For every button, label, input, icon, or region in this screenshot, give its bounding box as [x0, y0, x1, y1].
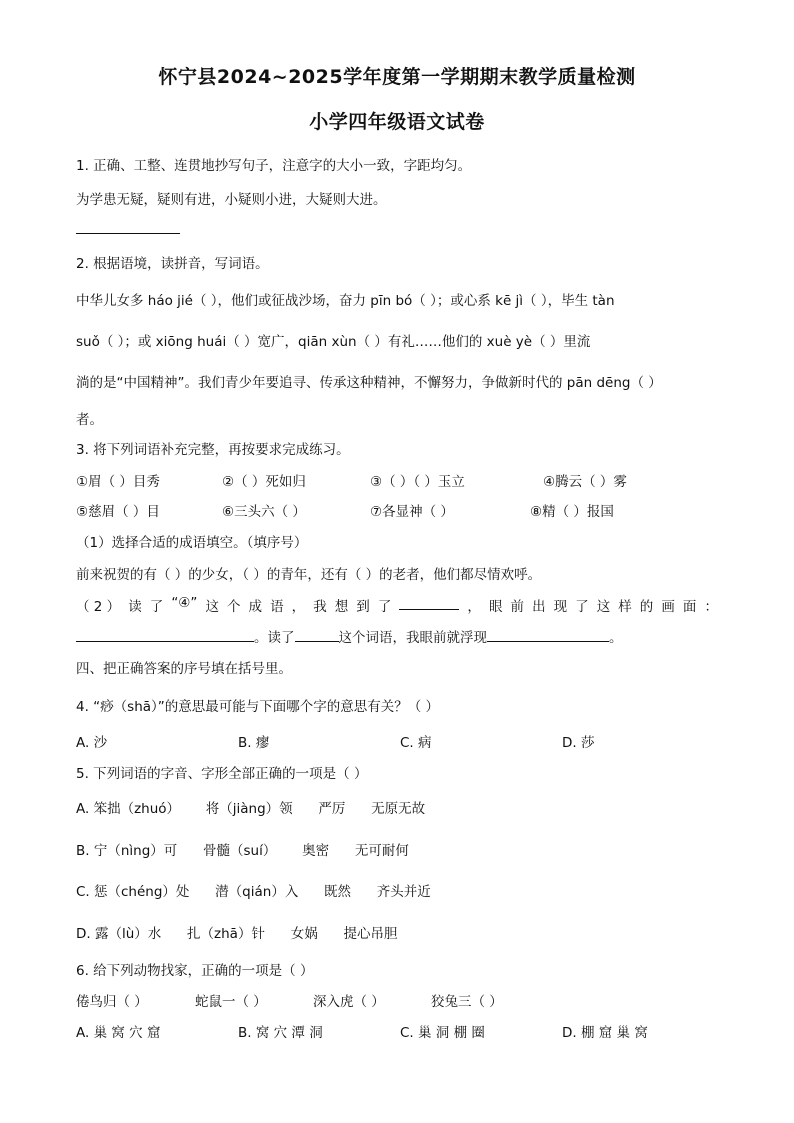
q1-prompt: 1. 正确、工整、连贯地抄写句子，注意字的大小一致，字距均匀。 — [76, 158, 472, 174]
q6-item-1: 倦鸟归（ ） — [76, 994, 148, 1010]
q3-sub2-text: ， — [467, 599, 481, 615]
q3-idiom-7: ⑦各显神（ ） — [370, 504, 454, 520]
q3-sub2-text: 了 — [377, 599, 392, 615]
q3-idiom-2: ②（ ）死如归 — [222, 474, 306, 490]
q3-sub2-text: 。 — [609, 630, 623, 646]
q3-sub2-text: 这 — [205, 599, 219, 615]
q6-option-c[interactable]: C. 巢 洞 棚 圈 — [400, 1025, 485, 1041]
q3-sub2-text: 读 — [128, 599, 142, 615]
q3-idiom-5: ⑤慈眉（ ）目 — [76, 504, 160, 520]
q3-sub2-text: 语 — [270, 599, 284, 615]
q3-sub2-text: 面 — [682, 599, 697, 615]
q2-line-3: 淌的是“中国精神”。我们青少年要追寻、传承这种精神，不懈努力，争做新时代的 pān dēng（ ） — [76, 375, 662, 391]
q3-idiom-4: ④腾云（ ）雾 — [543, 474, 627, 490]
section-4-heading: 四、把正确答案的序号填在括号里。 — [76, 661, 292, 677]
q5-option-c[interactable]: C. 惩（chéng）处 潜（qián）入 既然 齐头并近 — [76, 884, 431, 900]
q3-sub1-prompt: （1）选择合适的成语填空。（填序号） — [76, 535, 308, 551]
q3-sub2-text: 的 — [639, 599, 654, 615]
q3-sub2-blank-4[interactable] — [487, 627, 609, 642]
q2-line-4: 者。 — [76, 412, 103, 428]
q3-idiom-8: ⑧精（ ）报国 — [530, 504, 614, 520]
q4-option-a[interactable]: A. 沙 — [76, 735, 108, 751]
q3-sub2-text: 现 — [553, 599, 568, 615]
q3-sub2-line-1 — [76, 595, 718, 615]
q3-sub2-text: ， — [291, 599, 306, 615]
q5-prompt: 5. 下列词语的字音、字形全部正确的一项是（ ） — [76, 766, 368, 782]
q3-idiom-1: ①眉（ ）目秀 — [76, 474, 160, 490]
q3-sub2-text: 想 — [334, 599, 349, 615]
q3-sub2-blank-1[interactable] — [399, 595, 459, 610]
q2-line-2: suǒ（ ）；或 xiōng huái（ ）宽广，qiān xùn（ ）有礼……他们的 xuè yè（ ）里流 — [76, 334, 591, 350]
exam-subtitle: 小学四年级语文试卷 — [309, 111, 485, 133]
q3-sub2-text: 。读了 — [254, 630, 295, 646]
q3-prompt: 3. 将下列词语补充完整，再按要求完成练习。 — [76, 442, 350, 458]
q4-option-d[interactable]: D. 莎 — [562, 735, 595, 751]
q3-sub2-text: 样 — [618, 599, 632, 615]
q3-sub2-blank-2[interactable] — [76, 627, 254, 642]
q6-item-2: 蛇鼠一（ ） — [195, 994, 267, 1010]
q5-option-a[interactable]: A. 笨拙（zhuó） 将（jiàng）领 严厉 无原无故 — [76, 801, 426, 817]
q6-option-d[interactable]: D. 棚 窟 巢 窝 — [562, 1025, 648, 1041]
q3-sub2-text: 这个词语，我眼前就浮现 — [338, 630, 487, 646]
q3-sub2-text: 我 — [313, 599, 327, 615]
q3-idiom-6: ⑥三头六（ ） — [222, 504, 306, 520]
q2-line-1: 中华儿女多 háo jié（ ），他们或征战沙场，奋力 pīn bó（ ）；或心系 kē jì（ ），毕生 tàn — [76, 293, 615, 309]
q3-sub2-text: “④” — [171, 595, 198, 611]
q3-sub2-text: 到 — [356, 599, 370, 615]
q3-sub2-text: 了 — [149, 599, 164, 615]
q4-option-c[interactable]: C. 病 — [400, 735, 432, 751]
q2-prompt: 2. 根据语境，读拼音，写词语。 — [76, 256, 269, 272]
q5-option-d[interactable]: D. 露（lù）水 扎（zhā）针 女娲 提心吊胆 — [76, 926, 398, 942]
q3-idiom-3: ③（ ）（ ）玉立 — [370, 474, 465, 490]
q3-sub2-text: 了 — [575, 599, 589, 615]
q3-sub2-text: 出 — [532, 599, 546, 615]
q3-sub2-text: 成 — [248, 599, 263, 615]
q3-sub2-text: 画 — [661, 599, 675, 615]
q4-option-b[interactable]: B. 瘳 — [238, 735, 270, 751]
q3-sub2-text: 前 — [510, 599, 525, 615]
q1-sentence: 为学患无疑，疑则有进，小疑则小进，大疑则大进。 — [76, 192, 387, 208]
q3-sub2-text: 眼 — [488, 599, 503, 615]
q1-answer-line[interactable] — [76, 233, 180, 234]
q3-sub2-blank-3[interactable] — [295, 627, 339, 642]
q3-sub1-text: 前来祝贺的有（ ）的少女，（ ）的青年，还有（ ）的老者，他们都尽情欢呼。 — [76, 567, 542, 583]
q3-sub2-text: ： — [704, 599, 718, 615]
q3-sub2-line-2 — [76, 626, 623, 646]
q6-prompt: 6. 给下列动物找家，正确的一项是（ ） — [76, 963, 314, 979]
q5-option-b[interactable]: B. 宁（nìng）可 骨髓（suí） 奥密 无可耐何 — [76, 843, 409, 859]
q3-sub2-text: 个 — [227, 599, 241, 615]
q6-option-b[interactable]: B. 窝 穴 潭 洞 — [238, 1025, 323, 1041]
q3-sub2-text: 这 — [596, 599, 611, 615]
q6-item-4: 狡兔三（ ） — [431, 994, 503, 1010]
q4-prompt: 4. “痧（shā）”的意思最可能与下面哪个字的意思有关？（ ） — [76, 699, 440, 715]
exam-title: 怀宁县2024~2025学年度第一学期期末教学质量检测 — [158, 66, 636, 88]
q6-item-3: 深入虎（ ） — [313, 994, 385, 1010]
q3-sub2-text: （ 2 ） — [76, 599, 121, 615]
q6-option-a[interactable]: A. 巢 窝 穴 窟 — [76, 1025, 161, 1041]
